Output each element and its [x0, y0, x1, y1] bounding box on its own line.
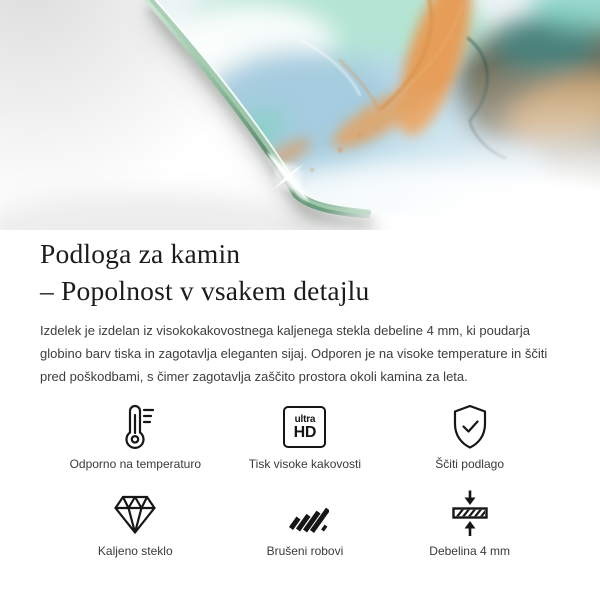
page-title-line1: Podloga za kamin [40, 238, 241, 269]
polished-edges-icon [281, 489, 329, 539]
feature-label: Ščiti podlago [435, 457, 504, 471]
feature-label: Debelina 4 mm [429, 544, 510, 558]
thickness-icon [446, 489, 494, 539]
thermometer-icon [113, 402, 157, 452]
feature-label: Tisk visoke kakovosti [248, 457, 362, 471]
feature-thickness [387, 489, 552, 558]
feature-protection [387, 402, 552, 471]
feature-print-quality [223, 402, 388, 471]
feature-label: Odporno na temperaturo [69, 457, 201, 471]
feature-polished-edges [223, 489, 388, 558]
page-title [40, 230, 560, 309]
feature-label: Kaljeno steklo [97, 544, 173, 558]
diamond-icon [111, 489, 159, 539]
shield-check-icon [447, 402, 493, 452]
feature-grid [40, 402, 560, 558]
feature-label: Brušeni robovi [266, 544, 344, 558]
ultra-hd-icon-text-bottom: HD [293, 424, 317, 441]
product-description: Izdelek je izdelan iz visokokakovostnega kaljenega stekla debeline 4 mm, ki poudarja globino barv tiska in zagotavlja eleganten sijaj. Odporen je na visoke temperature in ščiti pred poškodbami, s čimer zagotavlja zaščito prostora okoli kamina za leta. [40, 323, 548, 384]
feature-tempered-glass [48, 489, 223, 558]
page-title-line2: – Popolnost v vsakem detajlu [40, 275, 370, 306]
ultra-hd-icon-text-top: ultra [294, 414, 316, 425]
feature-temperature [48, 402, 223, 471]
glass-panel-image [0, 0, 600, 230]
ultra-hd-icon [283, 402, 326, 452]
product-photo [0, 0, 600, 230]
product-info-section [0, 230, 600, 558]
